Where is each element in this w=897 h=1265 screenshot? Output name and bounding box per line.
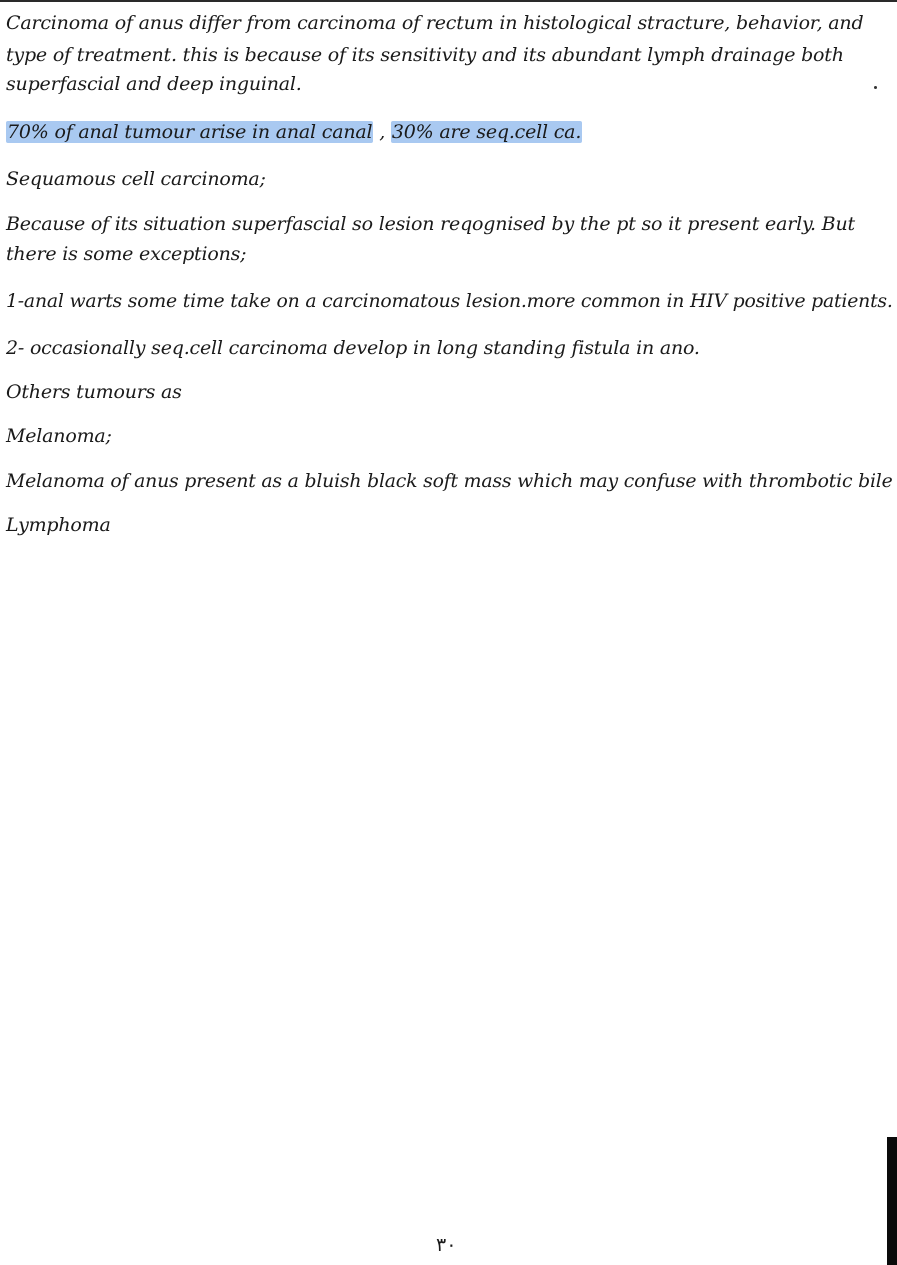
page-number: ٣٠	[436, 1234, 457, 1256]
heading-squamous-cell: Sequamous cell carcinoma;	[6, 168, 266, 190]
intro-line-1: Carcinoma of anus differ from carcinoma of rectum in histological stracture, behavior, and	[6, 12, 864, 34]
scan-edge-shadow	[887, 1137, 897, 1265]
highlight-separator: ,	[373, 121, 391, 143]
top-border	[0, 0, 897, 2]
highlight-seq-cell: 30% are seq.cell ca.	[391, 121, 582, 143]
intro-line-3: superfascial and deep inguinal.	[6, 73, 302, 95]
highlighted-statistic-line	[6, 117, 582, 147]
exception-item-2: 2- occasionally seq.cell carcinoma develop in long standing fistula in ano.	[6, 337, 700, 359]
exception-item-1: 1-anal warts some time take on a carcinomatous lesion.more common in HIV positive patients.	[6, 290, 893, 312]
scan-speck	[874, 86, 877, 89]
intro-line-2: type of treatment. this is because of its sensitivity and its abundant lymph drainage both	[6, 44, 844, 66]
melanoma-text: Melanoma of anus present as a bluish black soft mass which may confuse with thrombotic bile	[6, 470, 893, 492]
heading-lymphoma: Lymphoma	[6, 514, 111, 536]
other-tumours-line: Others tumours as	[6, 381, 182, 403]
highlight-anal-canal: 70% of anal tumour arise in anal canal	[7, 121, 373, 143]
squamous-text-line-2: there is some exceptions;	[6, 243, 247, 265]
heading-melanoma: Melanoma;	[6, 425, 112, 447]
squamous-text-line-1: Because of its situation superfascial so lesion reqognised by the pt so it present early. But	[6, 213, 855, 235]
